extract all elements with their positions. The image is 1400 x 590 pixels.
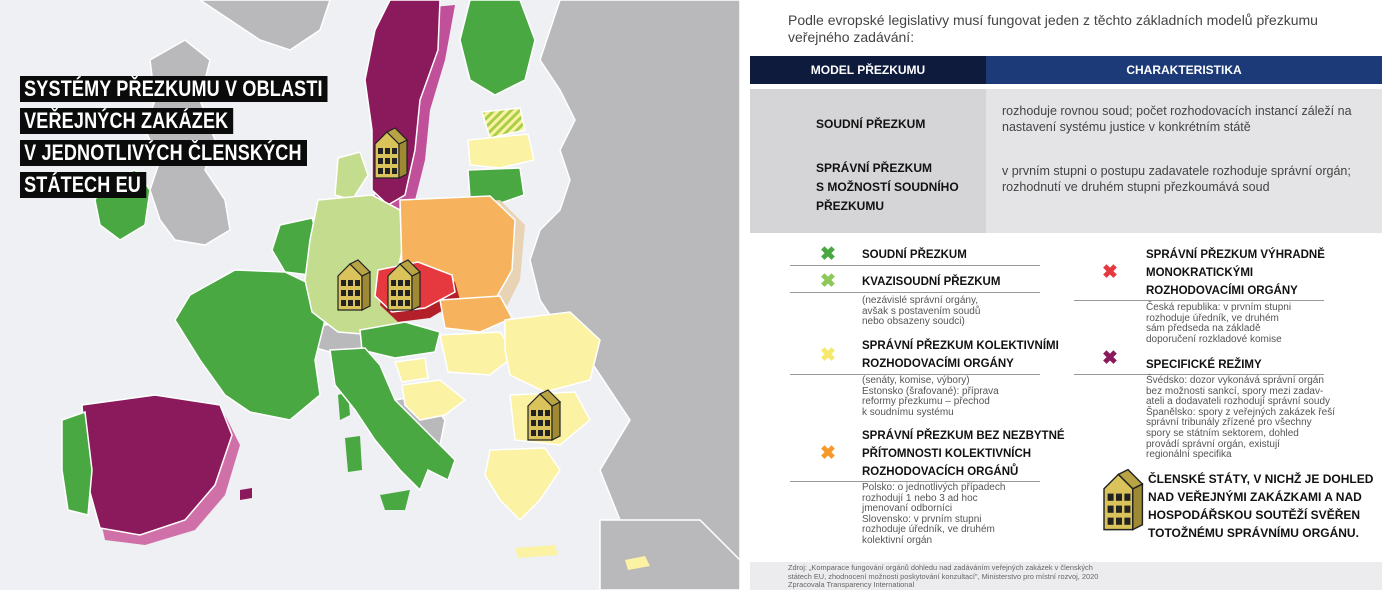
note-line: nebo obsazeny soudci) xyxy=(862,316,965,328)
legend-quasi-note xyxy=(862,296,980,328)
map-title-line: SYSTÉMY PŘEZKUMU V OBLASTI xyxy=(20,76,328,102)
legend-monocratic-note xyxy=(1146,303,1291,345)
building-icon xyxy=(1096,468,1144,538)
title-line: MONOKRATICKÝMI xyxy=(1146,267,1254,279)
legend-specific-note xyxy=(1146,376,1335,461)
note-line: avšak s postavením soudů xyxy=(862,305,981,317)
region-spain xyxy=(82,395,232,535)
title-line: ROZHODOVACÍMI ORGÁNY xyxy=(862,358,1014,370)
table-body xyxy=(750,89,1382,233)
region-austria xyxy=(360,322,440,358)
note-line: k soudnímu systému xyxy=(862,406,954,418)
cross-icon: ✖ xyxy=(820,443,836,464)
title-line: TOTOŽNÉMU SPRÁVNÍMU ORGÁNU. xyxy=(1148,526,1359,540)
row-model-line: S MOŽNOSTÍ SOUDNÍHO xyxy=(816,180,959,194)
note-line: (nezávislé správní orgány, xyxy=(862,295,978,306)
title-line: SPRÁVNÍ PŘEZKUM BEZ NEZBYTNÉ xyxy=(862,430,1065,442)
cross-icon: ✖ xyxy=(820,345,836,366)
note-line: Švédsko: dozor vykonává správní orgán xyxy=(1146,375,1324,386)
divider xyxy=(790,265,1040,266)
row-model-line: SPRÁVNÍ PŘEZKUM xyxy=(816,161,933,175)
source-line: státech EU, zhodnocení možnosti poskytování konzultací", Ministerstvo pro místní rozvoj, 2020 xyxy=(788,571,1099,581)
title-line: SPRÁVNÍ PŘEZKUM VÝHRADNĚ xyxy=(1146,249,1325,261)
note-line: rozhodují 1 nebo 3 ad hoc xyxy=(862,492,978,504)
note-line: bez možnosti sankcí, spory mezi zadav- xyxy=(1146,385,1324,397)
region-latvia xyxy=(468,134,534,168)
row-desc: v prvním stupni o postupu zadavatele rozhoduje správní orgán; rozhodnutí ve druhém stupni přezkoumává soud xyxy=(1002,164,1351,194)
note-line: ateli a dodavateli rozhodují správní soudy xyxy=(1146,396,1331,408)
region-sardinia xyxy=(345,436,362,472)
table-header xyxy=(750,56,1382,84)
row-model-line: PŘEZKUMU xyxy=(816,199,884,213)
region-crete xyxy=(515,545,558,558)
cross-icon: ✖ xyxy=(820,244,836,265)
cross-icon: ✖ xyxy=(1102,262,1118,283)
divider xyxy=(790,292,1040,293)
note-line: Slovensko: v prvním stupni xyxy=(862,513,982,525)
header-model: MODEL PŘEZKUMU xyxy=(750,56,986,84)
source-text xyxy=(788,564,1128,590)
note-line: doporučení rozkladové komise xyxy=(1146,333,1282,345)
legend-no-collective-note xyxy=(862,483,1005,547)
divider xyxy=(1074,300,1324,301)
note-line: (senáty, komise, výbory) xyxy=(862,375,970,386)
title-line: ROZHODOVACÍMI ORGÁNY xyxy=(1146,285,1298,297)
region-slovakia xyxy=(440,296,512,332)
map-title-line: VEŘEJNÝCH ZAKÁZEK xyxy=(20,108,233,134)
title-line: ČLENSKÉ STÁTY, V NICHŽ JE DOHLED xyxy=(1148,472,1374,486)
note-line: jmenovaní odborníci xyxy=(862,503,953,515)
info-panel xyxy=(750,0,1400,590)
note-line: provádí správní orgán, existují xyxy=(1146,438,1280,450)
region-baleares xyxy=(240,488,252,500)
note-line: sám předseda na základě xyxy=(1146,323,1261,335)
legend-no-collective xyxy=(862,427,1065,481)
row-desc: rozhoduje rovnou soud; počet rozhodovacích instancí záleží na nastavení systému justice v konkrétním státě xyxy=(1002,104,1352,134)
region-hungary xyxy=(440,332,515,375)
legend-quasi: KVAZISOUDNÍ PŘEZKUM xyxy=(862,276,1001,288)
note-line: rozhoduje úředník, ve druhém xyxy=(1146,312,1279,324)
region-finland xyxy=(460,0,535,95)
region-estonia xyxy=(482,108,525,138)
cross-icon: ✖ xyxy=(820,271,836,292)
title-line: ROZHODOVACÍCH ORGÁNŮ xyxy=(862,466,1019,478)
legend-judicial: SOUDNÍ PŘEZKUM xyxy=(862,249,967,261)
region-greece xyxy=(485,448,560,520)
row-model: SOUDNÍ PŘEZKUM xyxy=(816,117,926,131)
map-title xyxy=(20,76,395,204)
row-model xyxy=(816,159,959,216)
legend-collective xyxy=(862,337,1059,373)
title-line: NAD VEŘEJNÝMI ZAKÁZKAMI A NAD xyxy=(1148,490,1362,504)
region-slovenia xyxy=(395,358,428,382)
intro-text: Podle evropské legislativy musí fungovat jeden z těchto základních modelů přezkumu veřejného zadávání: xyxy=(788,12,1318,45)
note-line: Česká republika: v prvním stupni xyxy=(1146,302,1292,313)
note-line: rozhoduje úředník, ve druhém xyxy=(862,524,995,536)
note-line: Polsko: o jednotlivých případech xyxy=(862,482,1006,493)
source-footer xyxy=(750,562,1382,590)
header-characteristic: CHARAKTERISTIKA xyxy=(986,56,1382,84)
note-line: Španělsko: spory z veřejných zakázek řeší xyxy=(1146,406,1335,418)
note-line: reformy přezkumu – přechod xyxy=(862,396,990,408)
region-portugal xyxy=(62,412,92,515)
title-line: HOSPODÁŘSKOU SOUTĚŽÍ SVĚŘEN xyxy=(1148,508,1361,522)
legend-collective-note xyxy=(862,376,999,418)
note-line: spory se státním sektorem, dohled xyxy=(1146,427,1299,439)
map-title-line: STÁTECH EU xyxy=(20,172,146,198)
cross-icon: ✖ xyxy=(1102,348,1118,369)
legend-monocratic xyxy=(1146,246,1325,300)
source-line: Zpracovala Transparency International xyxy=(788,580,915,590)
note-line: regionální specifika xyxy=(1146,449,1232,461)
note-line: správní tribunály zřízené pro všechny xyxy=(1146,417,1312,429)
region-france xyxy=(175,270,325,420)
title-line: PŘÍTOMNOSTI KOLEKTIVNÍCH xyxy=(862,448,1032,460)
note-line: kolektivní orgán xyxy=(862,534,933,546)
map-title-line: V JEDNOTLIVÝCH ČLENSKÝCH xyxy=(20,140,307,166)
source-line: Zdroj: „Komparace fungování orgánů dohledu nad zadáváním veřejných zakázek v členských xyxy=(788,563,1093,572)
legend-building xyxy=(1148,470,1378,542)
region-sicily xyxy=(380,490,410,510)
legend-specific: SPECIFICKÉ REŽIMY xyxy=(1146,359,1262,371)
title-line: SPRÁVNÍ PŘEZKUM KOLEKTIVNÍMI xyxy=(862,340,1059,352)
note-line: Estonsko (šrafované): příprava xyxy=(862,385,999,397)
